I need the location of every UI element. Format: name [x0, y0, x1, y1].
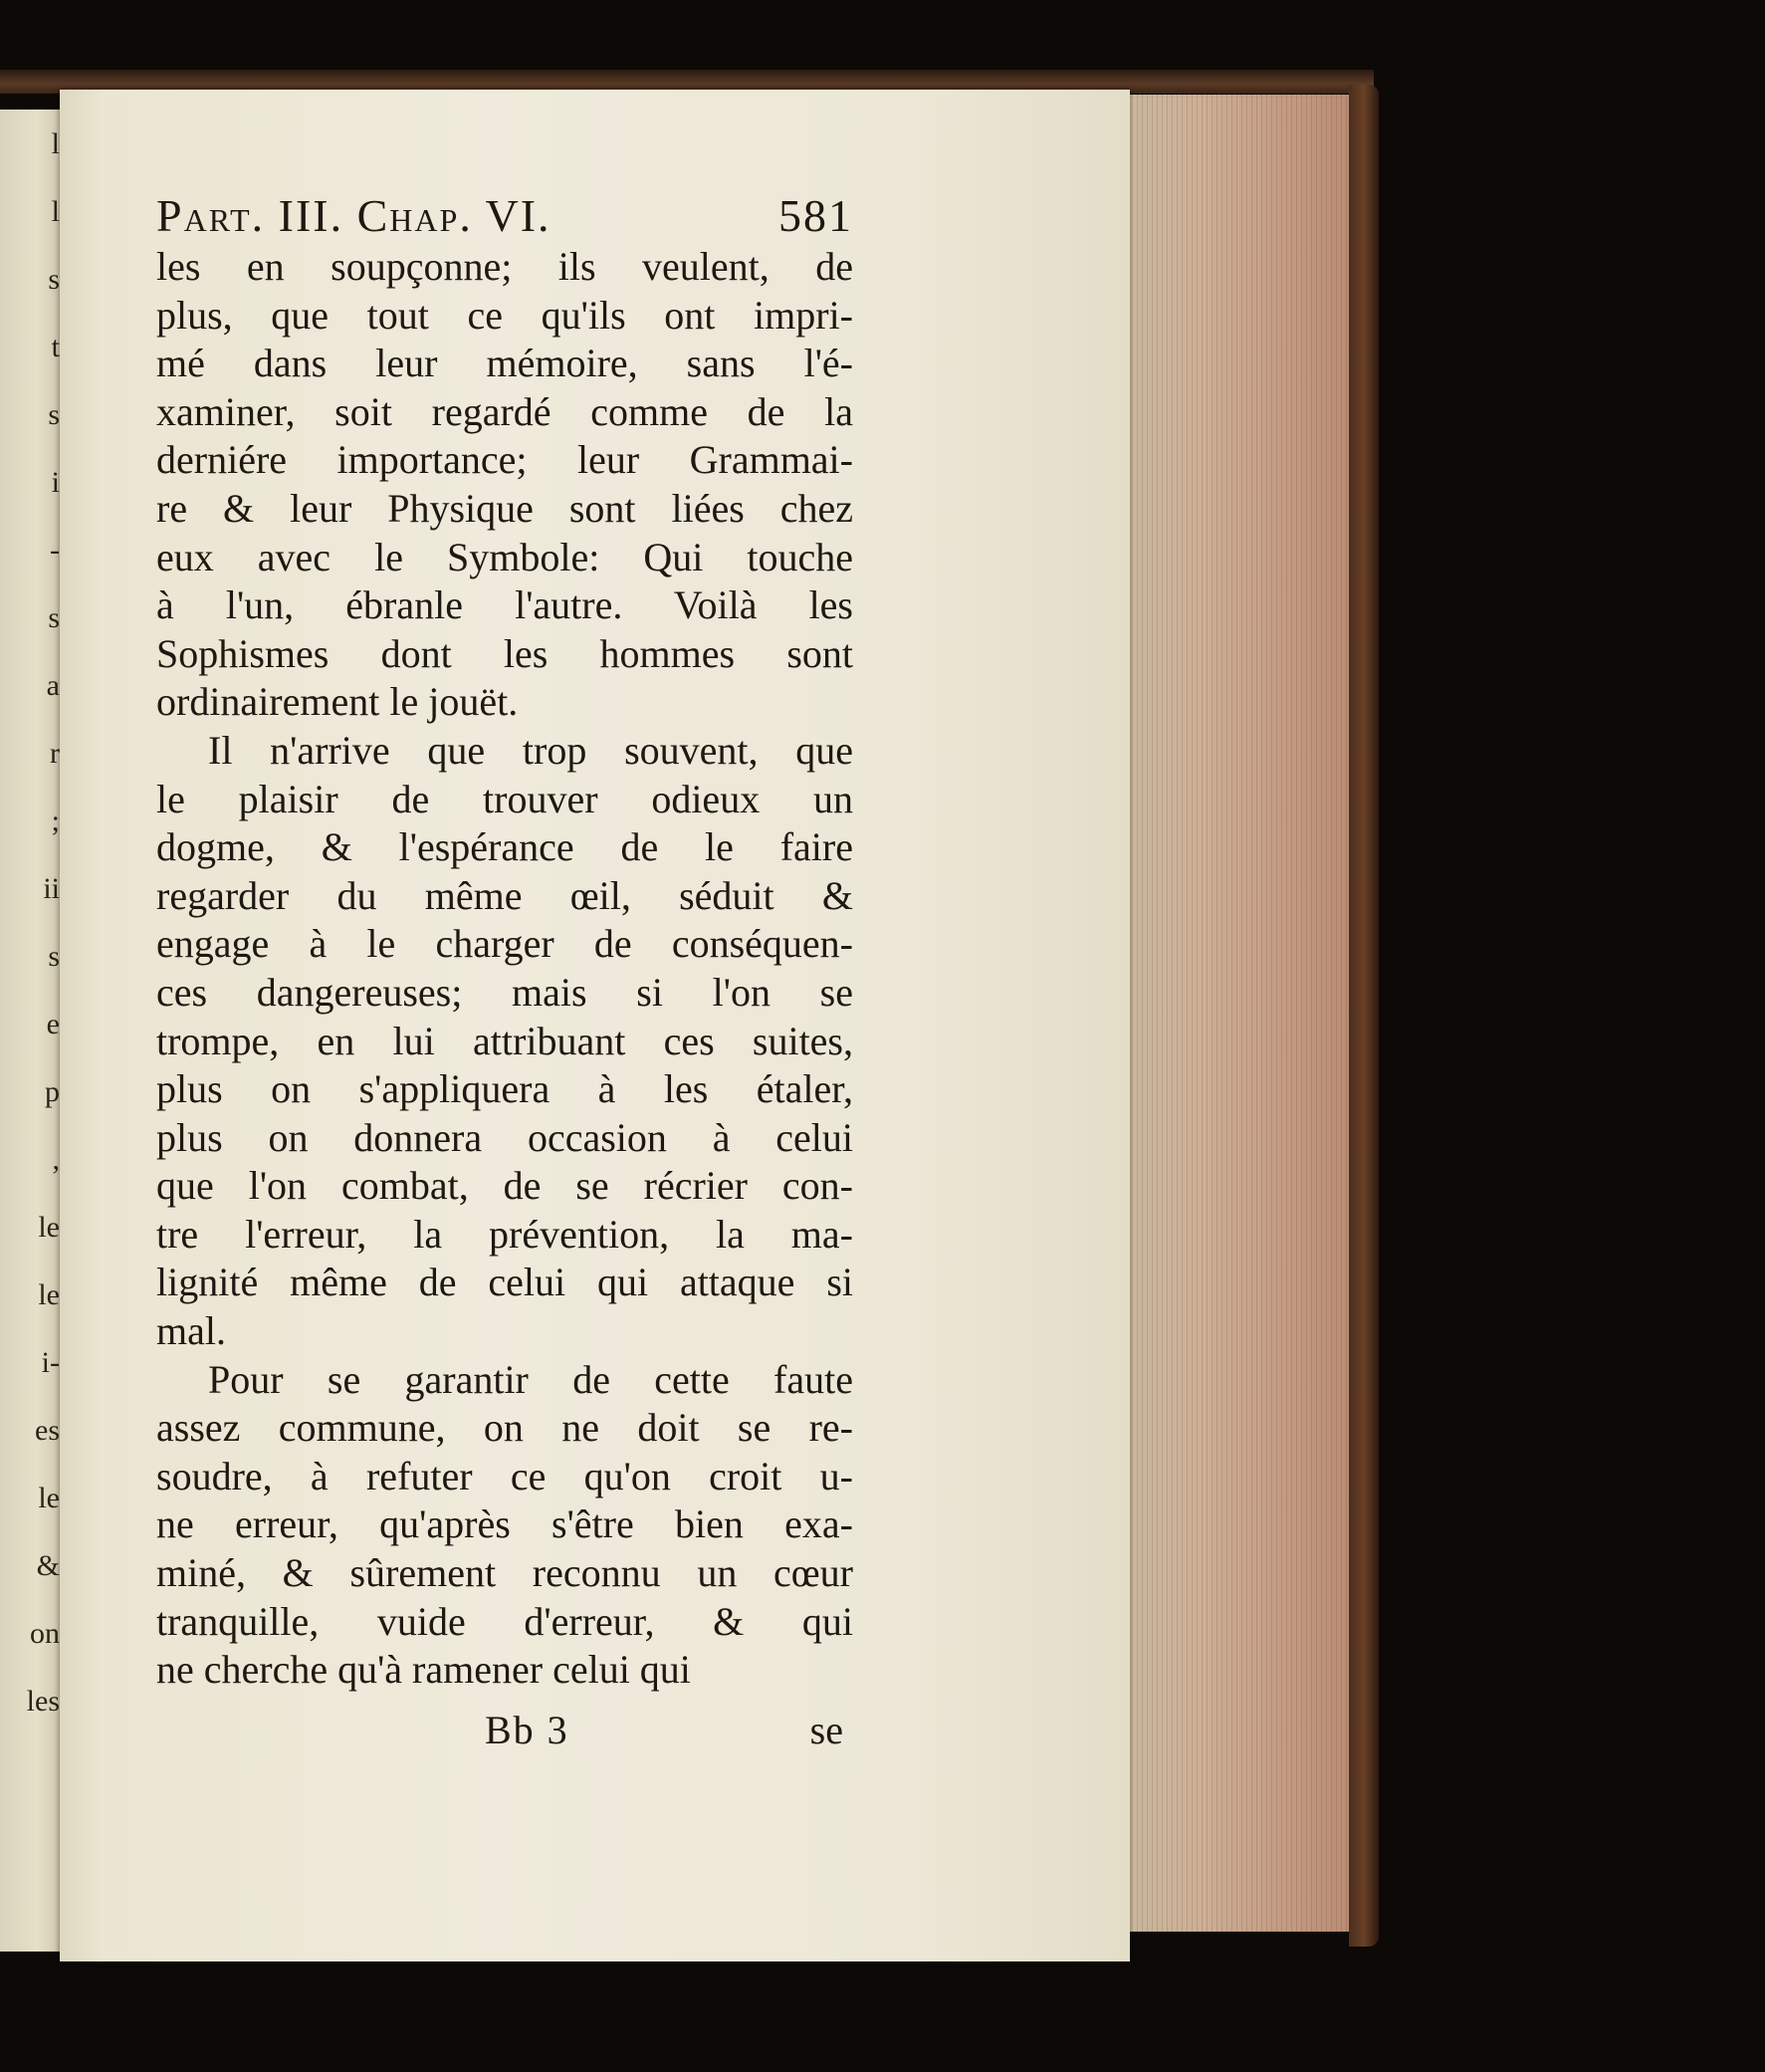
left-page-fragment: t	[51, 331, 60, 363]
left-page-fragment: r	[50, 737, 60, 770]
text-line: miné, & sûrement reconnu un cœur	[156, 1550, 853, 1596]
text-line: à l'un, ébranle l'autre. Voilà les	[156, 582, 853, 628]
text-line: eux avec le Symbole: Qui touche	[156, 534, 853, 579]
text-line: xaminer, soit regardé comme de la	[156, 388, 853, 434]
text-line: les en soupçonne; ils veulent, de	[156, 244, 853, 289]
page-body	[156, 243, 853, 1695]
paragraph	[156, 727, 853, 1356]
text-line: que l'on combat, de se récrier con-	[156, 1163, 853, 1209]
left-page-fragment: &	[36, 1549, 60, 1582]
text-line: le plaisir de trouver odieux un	[156, 776, 853, 821]
book-cover-edge	[1349, 85, 1379, 1947]
page-number: 581	[778, 190, 853, 241]
text-line: re & leur Physique sont liées chez	[156, 485, 853, 531]
left-page-fragment: s	[48, 940, 60, 973]
text-block	[156, 189, 853, 1754]
text-line: Il n'arrive que trop souvent, que	[208, 727, 853, 773]
page-footer	[156, 1707, 853, 1754]
text-line: Pour se garantir de cette faute	[208, 1356, 853, 1402]
left-page-fragment: le	[38, 1482, 60, 1514]
left-page-fragment: i	[51, 466, 60, 499]
left-page-fragment: ,	[52, 1143, 60, 1176]
left-page-fragment: ii	[43, 872, 60, 905]
text-line: ne cherche qu'à ramener celui qui	[156, 1647, 691, 1693]
text-line: dogme, & l'espérance de le faire	[156, 824, 853, 870]
text-line: ces dangereuses; mais si l'on se	[156, 969, 853, 1015]
text-line: derniére importance; leur Grammai-	[156, 437, 853, 483]
left-page-edge	[0, 110, 64, 1952]
page-header	[156, 189, 853, 243]
text-line: mal.	[156, 1308, 226, 1354]
left-page-fragment: les	[26, 1685, 60, 1718]
left-page-fragment: l	[51, 195, 60, 228]
left-page-fragment: es	[35, 1414, 60, 1447]
left-page-fragment: p	[45, 1075, 60, 1108]
paragraph	[156, 243, 853, 727]
left-page-fragment: s	[48, 263, 60, 296]
text-line: trompe, en lui attribuant ces suites,	[156, 1018, 853, 1063]
left-page-fragment: on	[30, 1617, 60, 1650]
text-line: lignité même de celui qui attaque si	[156, 1260, 853, 1305]
left-page-fragment: le	[38, 1278, 60, 1311]
text-line: ne erreur, qu'après s'être bien exa-	[156, 1501, 853, 1547]
left-page-fragment: ;	[51, 805, 60, 837]
left-page-fragment: -	[50, 534, 60, 567]
text-line: plus on s'appliquera à les étaler,	[156, 1066, 853, 1112]
text-line: regarder du même œil, séduit &	[156, 872, 853, 918]
text-line: engage à le charger de conséquen-	[156, 921, 853, 967]
left-page-fragment: s	[48, 398, 60, 431]
text-line: tre l'erreur, la prévention, la ma-	[156, 1211, 853, 1257]
text-line: plus on donnera occasion à celui	[156, 1114, 853, 1160]
page-fore-edge	[1130, 95, 1356, 1932]
paragraph	[156, 1356, 853, 1695]
text-line: soudre, à refuter ce qu'on croit u-	[156, 1453, 853, 1498]
left-page-fragment: e	[46, 1008, 60, 1040]
left-page-fragment: l	[51, 127, 60, 160]
text-line: tranquille, vuide d'erreur, & qui	[156, 1598, 853, 1644]
left-page-fragment: a	[46, 669, 60, 702]
text-line: mé dans leur mémoire, sans l'é-	[156, 341, 853, 386]
text-line: assez commune, on ne doit se re-	[156, 1405, 853, 1451]
running-title: Part. III. Chap. VI.	[156, 190, 552, 241]
left-page-fragment: le	[38, 1211, 60, 1244]
text-line: ordinairement le jouët.	[156, 679, 519, 725]
left-page-fragment: i-	[41, 1346, 60, 1379]
text-line: plus, que tout ce qu'ils ont impri-	[156, 292, 853, 338]
signature-mark: Bb 3	[485, 1707, 569, 1752]
left-page-fragment: s	[48, 601, 60, 634]
catchword: se	[809, 1707, 843, 1752]
text-line: Sophismes dont les hommes sont	[156, 630, 853, 676]
